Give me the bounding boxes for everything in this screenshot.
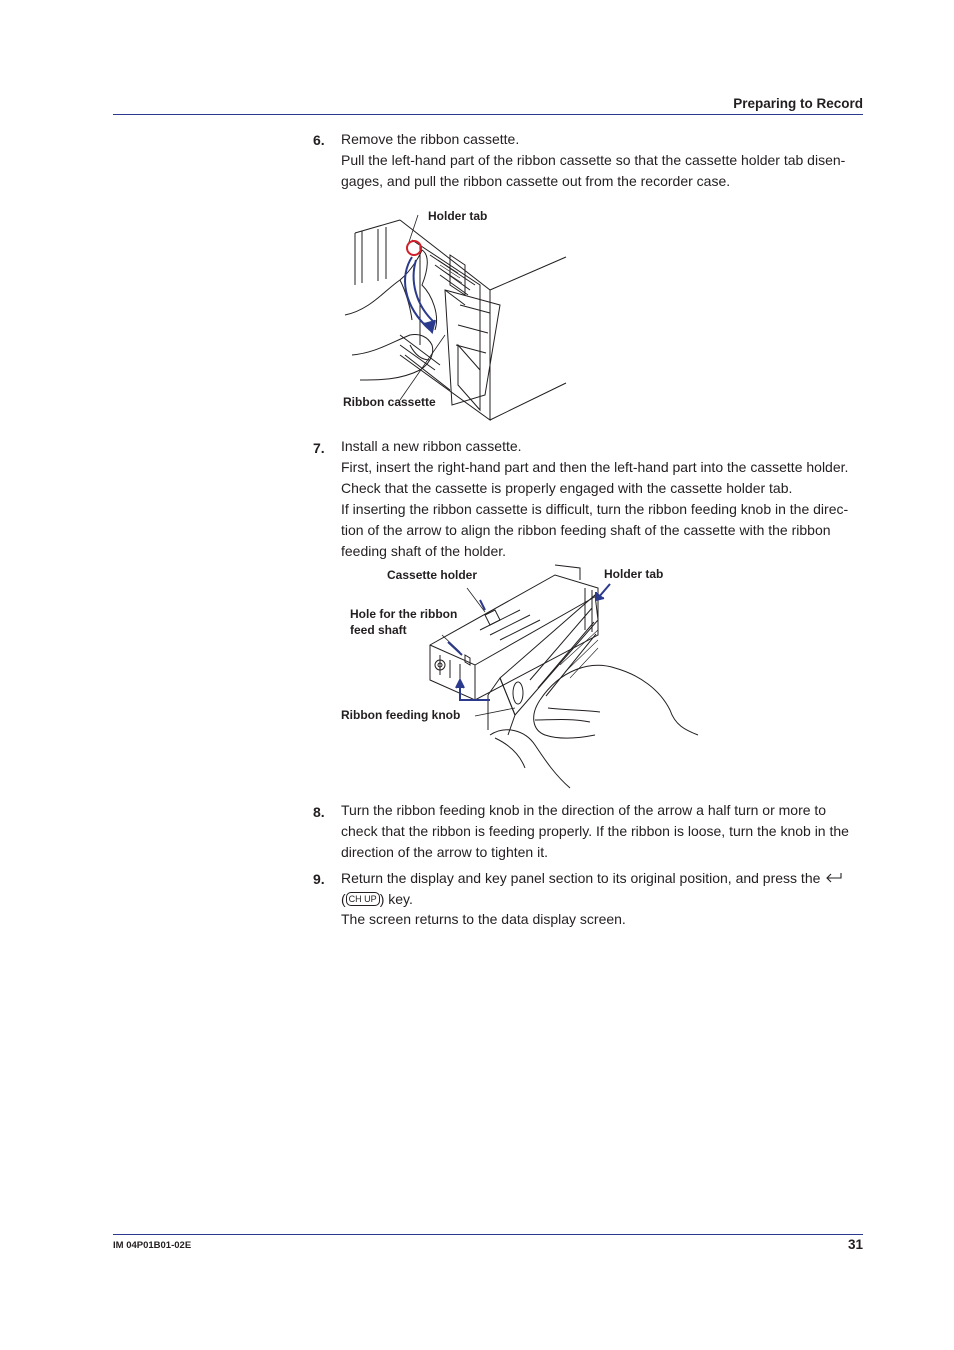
figure-install-ribbon-cassette [420,560,710,795]
step-8-line-1: Turn the ribbon feeding knob in the direction of the arrow a half turn or more to [341,802,827,818]
step-7-line-2: First, insert the right-hand part and then the left-hand part into the cassette holder. [341,459,849,475]
step-7-line-4: If inserting the ribbon cassette is difficult, turn the ribbon feeding knob in the direc- [341,501,849,517]
document-code: IM 04P01B01-02E [113,1240,192,1251]
step-8-line-2: check that the ribbon is feeding properly. If the ribbon is loose, turn the knob in the [341,823,849,839]
figure2-label-hole-line-2: feed shaft [350,623,407,637]
step-6-line-3: gages, and pull the ribbon cassette out from the recorder case. [341,173,731,189]
figure1-label-holder-tab: Holder tab [428,209,488,223]
step-9-line-1-text: Return the display and key panel section to its original position, and press the [341,870,821,886]
ch-up-key: CH UP [346,892,380,906]
step-9-line-1 [341,868,844,889]
figure2-label-hole-line-1: Hole for the ribbon [350,607,458,621]
figure2-label-holder-tab: Holder tab [604,567,664,581]
figure2-label-cassette-holder: Cassette holder [387,568,478,582]
page-header-title: Preparing to Record [733,96,863,111]
step-8-number: 8. [313,804,325,820]
footer-rule [113,1234,863,1235]
step-8-line-3: direction of the arrow to tighten it. [341,844,548,860]
step-7-line-3: Check that the cassette is properly engaged with the cassette holder tab. [341,480,793,496]
header-rule [113,114,863,115]
step-6-line-1: Remove the ribbon cassette. [341,131,520,147]
step-7-number: 7. [313,440,325,456]
figure2-label-ribbon-feeding-knob: Ribbon feeding knob [341,708,461,722]
step-7-line-5: tion of the arrow to align the ribbon feeding shaft of the cassette with the ribbon [341,522,831,538]
step-9-key-suffix: ) key. [379,891,413,907]
enter-arrow-icon [824,870,844,886]
step-6-line-2: Pull the left-hand part of the ribbon cassette so that the cassette holder tab disen- [341,152,846,168]
step-6-number: 6. [313,132,325,148]
figure-remove-ribbon-cassette [340,195,575,425]
step-9-line-2 [341,889,413,910]
step-7-line-1: Install a new ribbon cassette. [341,438,522,454]
page-number: 31 [847,1237,863,1252]
step-9-number: 9. [313,871,325,887]
step-9-key-prefix: ( [341,891,346,907]
step-7-line-6: feeding shaft of the holder. [341,543,507,559]
figure1-label-ribbon-cassette: Ribbon cassette [343,395,436,409]
step-9-line-3: The screen returns to the data display screen. [341,911,626,927]
